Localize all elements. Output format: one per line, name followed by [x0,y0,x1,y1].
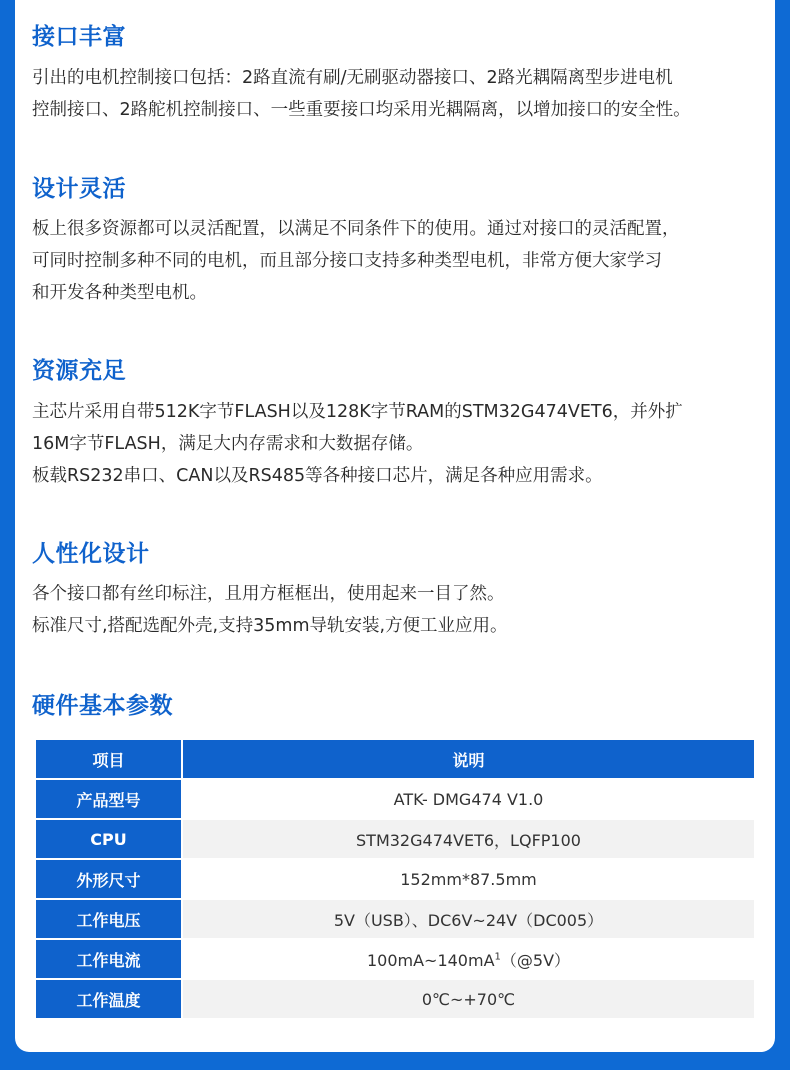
params-table [34,740,756,1020]
section-title-human-design: 人性化设计 [32,541,150,567]
row-value: 5V（USB）、DC6V~24V（DC005） [183,900,754,940]
header-desc: 说明 [183,740,754,780]
text-line: 和开发各种类型电机。 [32,283,207,303]
text-line: 板上很多资源都可以灵活配置，以满足不同条件下的使用。通过对接口的灵活配置， [32,219,680,239]
table-row [36,780,754,820]
row-label: 工作电压 [36,900,181,940]
row-label: 工作温度 [36,980,181,1020]
table-row [36,980,754,1020]
text-line: 标准尺寸,搭配选配外壳,支持35mm导轨安装,方便工业应用。 [32,616,508,636]
text-line: 可同时控制多种不同的电机，而且部分接口支持多种类型电机，非常方便大家学习 [32,251,662,271]
footnote-mark: 1 [494,951,501,963]
text-line: 板载RS232串口、CAN以及RS485等各种接口芯片，满足各种应用需求。 [32,466,603,486]
row-value: 152mm*87.5mm [183,860,754,900]
table-row [36,860,754,900]
section-title-design: 设计灵活 [32,176,126,202]
table-row [36,820,754,860]
text-line: 主芯片采用自带512K字节FLASH以及128K字节RAM的STM32G474VET6，并外扩 [32,402,683,422]
row-label: CPU [36,820,181,860]
row-value: STM32G474VET6，LQFP100 [183,820,754,860]
section-title-resources: 资源充足 [32,358,126,384]
text-line: 引出的电机控制接口包括：2路直流有刷/无刷驱动器接口、2路光耦隔离型步进电机 [32,68,673,88]
row-label: 外形尺寸 [36,860,181,900]
section-text-human-design [32,578,767,642]
params-title: 硬件基本参数 [32,693,173,719]
text-line: 控制接口、2路舵机控制接口、一些重要接口均采用光耦隔离，以增加接口的安全性。 [32,100,691,120]
table-row [36,900,754,940]
text-line: 各个接口都有丝印标注，且用方框框出，使用起来一目了然。 [32,584,505,604]
row-value: 0℃~+70℃ [183,980,754,1020]
row-label: 工作电流 [36,940,181,980]
table-header-row [36,740,754,780]
section-text-resources [32,396,767,492]
section-title-interfaces: 接口丰富 [32,24,126,50]
header-item: 项目 [36,740,181,780]
text-line: 16M字节FLASH，满足大内存需求和大数据存储。 [32,434,424,454]
current-suffix: （@5V） [500,950,571,970]
table-row [36,940,754,980]
section-text-design [32,213,767,309]
current-value: 100mA~140mA [366,950,495,970]
section-text-interfaces [32,62,767,126]
row-value [183,940,754,980]
row-label: 产品型号 [36,780,181,820]
row-value: ATK- DMG474 V1.0 [183,780,754,820]
